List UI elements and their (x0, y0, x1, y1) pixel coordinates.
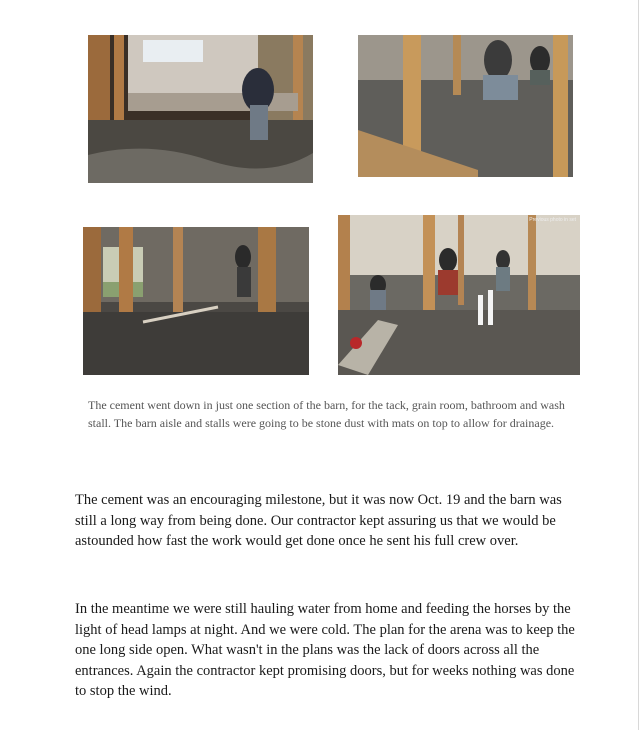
photo-crew-leveling (338, 215, 580, 375)
photo-caption: The cement went down in just one section of the barn, for the tack, grain room, bathroom and wash stall. The barn aisle and stalls were going to be stone dust with mats on top to allow for drainage. (88, 398, 565, 430)
photo-workers-spreading-cement (358, 35, 573, 177)
photo-2-image (358, 35, 573, 177)
photo-1-image (88, 35, 313, 183)
photo-4-image (338, 215, 580, 375)
photo-4-overlay-text: Previous photo in set (529, 217, 576, 223)
page-edge-line (638, 0, 639, 730)
body-paragraph-2: In the meantime we were still hauling water from home and feeding the horses by the light of head lamps at night. And we were cold. The plan for the arena was to keep the one long side open. What wasn't in the plans was the lack of doors across all the entrances. Again the contractor kept promising doors, but for weeks nothing was done to stop the wind. (75, 601, 575, 699)
photo-cement-pour-window (88, 35, 313, 183)
photo-smoothed-floor (83, 227, 309, 375)
photo-3-image (83, 227, 309, 375)
body-paragraph-1: The cement was an encouraging milestone, but it was now Oct. 19 and the barn was still a long way from being done. Our contractor kept assuring us that we would be astounded how fast the work would get done once he sent his full crew over. (75, 492, 562, 549)
